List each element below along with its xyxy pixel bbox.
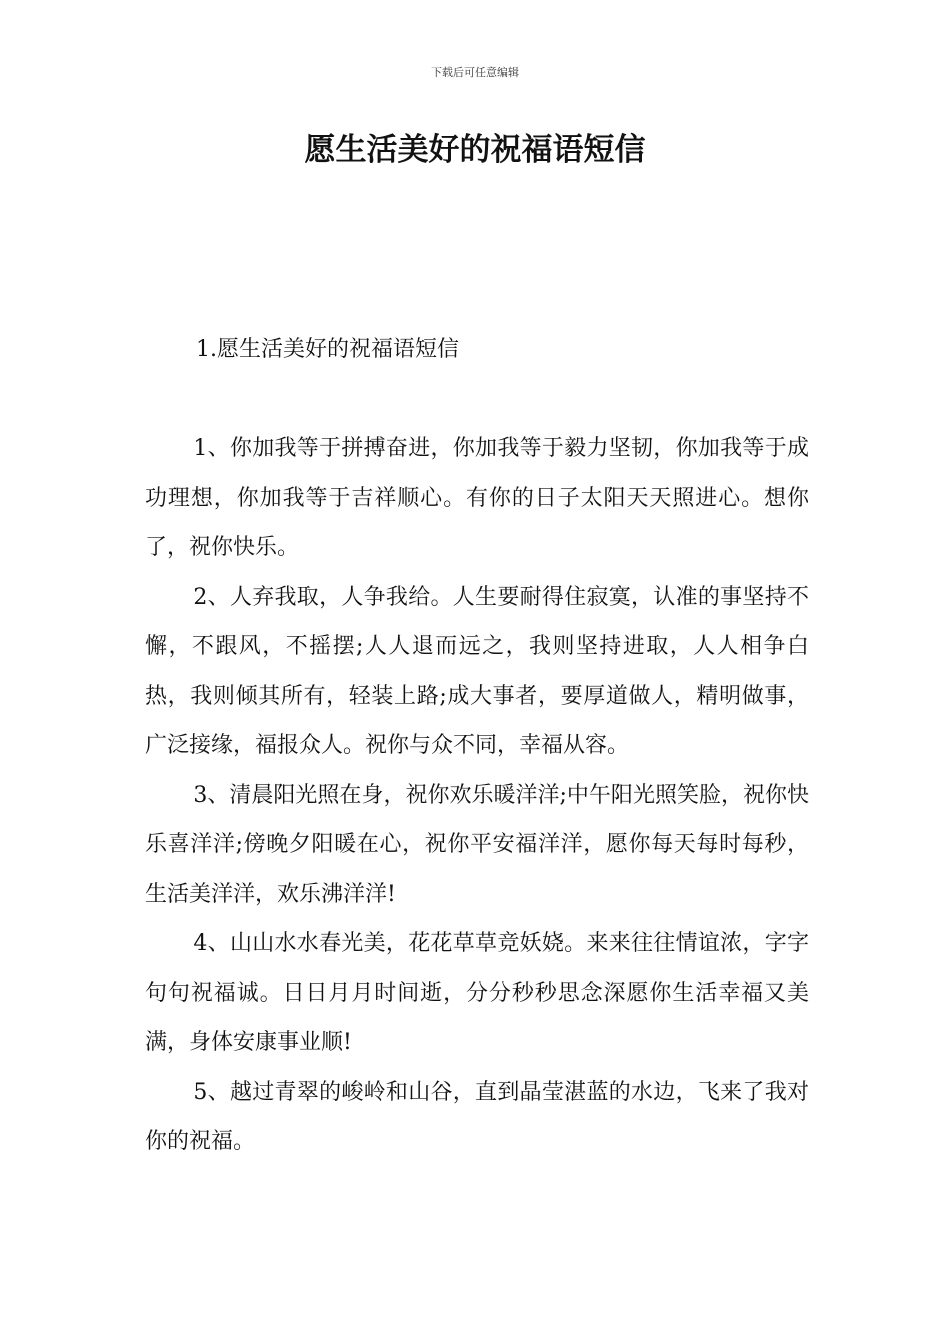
paragraph-4: 4、山山水水春光美，花花草草竞妖娆。来来往往情谊浓，字字句句祝福诚。日日月月时间逝，分分秒秒思念深愿你生活幸福又美满，身体安康事业顺! <box>145 931 809 1055</box>
header-note: 下载后可任意编辑 <box>431 66 519 79</box>
paragraph-3: 3、清晨阳光照在身，祝你欢乐暖洋洋;中午阳光照笑脸，祝你快乐喜洋洋;傍晚夕阳暖在心，祝你平安福洋洋，愿你每天每时每秒，生活美洋洋，欢乐沸洋洋! <box>145 782 809 907</box>
document-title: 愿生活美好的祝福语短信 <box>304 132 646 168</box>
section-heading: 1.愿生活美好的祝福语短信 <box>196 337 459 362</box>
paragraph-2: 2、人弃我取，人争我给。人生要耐得住寂寞，认准的事坚持不懈，不跟风，不摇摆;人人退而远之，我则坚持进取，人人相争白热，我则倾其所有，轻装上路;成大事者，要厚道做人，精明做事，广泛接缘，福报众人。祝你与众不同，幸福从容。 <box>145 584 809 758</box>
paragraph-1: 1、你加我等于拼搏奋进，你加我等于毅力坚韧，你加我等于成功理想，你加我等于吉祥顺心。有你的日子太阳天天照进心。想你了，祝你快乐。 <box>145 436 809 560</box>
paragraph-5: 5、越过青翠的峻岭和山谷，直到晶莹湛蓝的水边，飞来了我对你的祝福。 <box>145 1079 809 1154</box>
body-text <box>145 424 809 1167</box>
